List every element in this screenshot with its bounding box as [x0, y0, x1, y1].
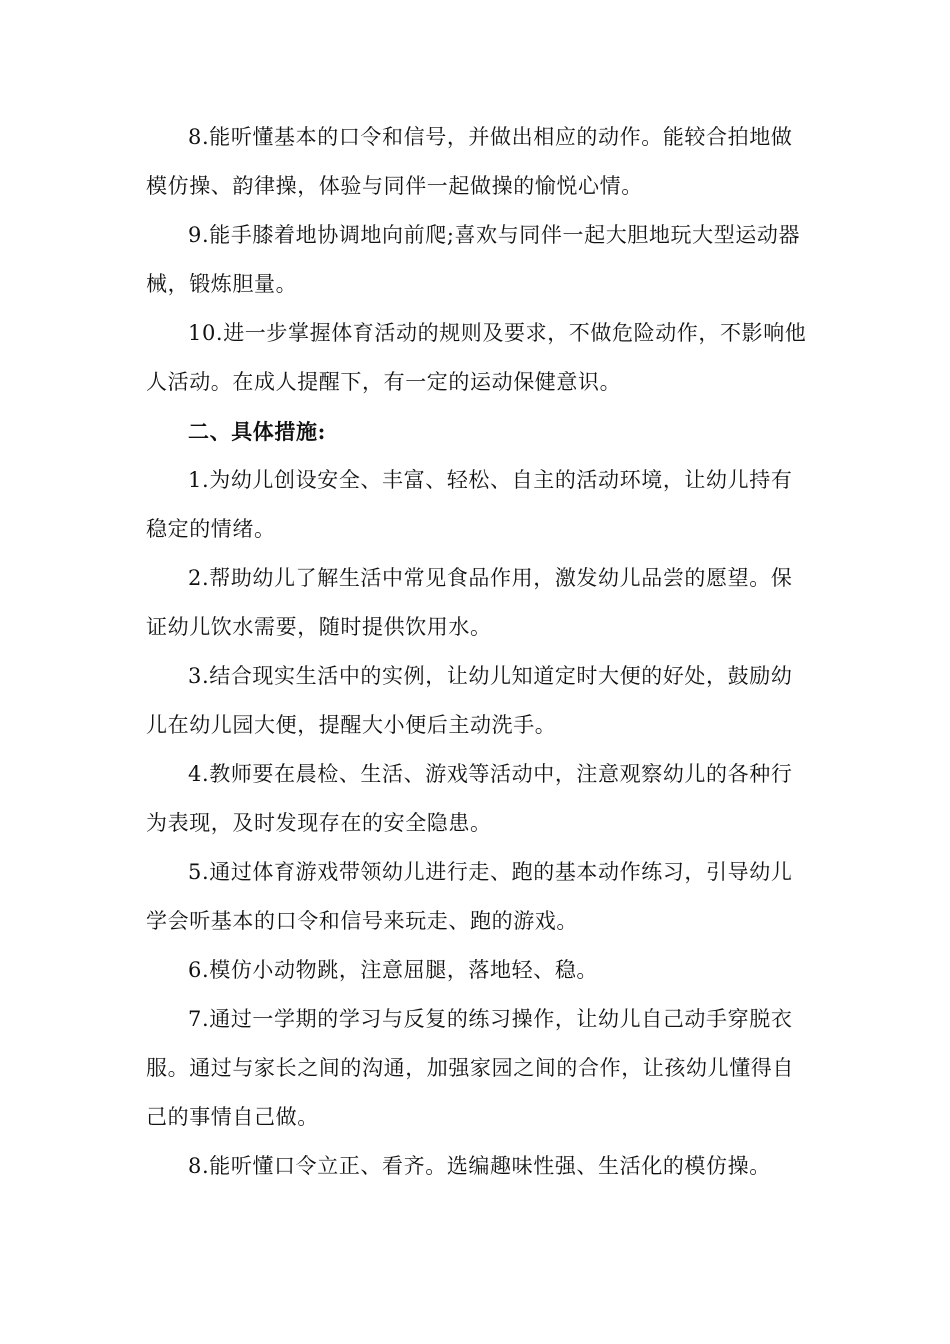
measure-paragraph-5: 5.通过体育游戏带领幼儿进行走、跑的基本动作练习，引导幼儿学会听基本的口令和信号来玩走、跑的游戏。 — [146, 860, 793, 933]
measure-paragraph-8: 8.能听懂口令立正、看齐。选编趣味性强、生活化的模仿操。 — [188, 1154, 771, 1178]
goal-paragraph-9: 9.能手膝着地协调地向前爬;喜欢与同伴一起大胆地玩大型运动器械，锻炼胆量。 — [146, 223, 801, 296]
measure-paragraph-7: 7.通过一学期的学习与反复的练习操作，让幼儿自己动手穿脱衣服。通过与家长之间的沟通，加强家园之间的合作，让孩幼儿懂得自己的事情自己做。 — [146, 1007, 794, 1129]
measure-paragraph-3: 3.结合现实生活中的实例，让幼儿知道定时大便的好处，鼓励幼儿在幼儿园大便，提醒大小便后主动洗手。 — [146, 664, 793, 737]
measure-paragraph-2: 2.帮助幼儿了解生活中常见食品作用，激发幼儿品尝的愿望。保证幼儿饮水需要，随时提供饮用水。 — [146, 566, 793, 639]
document-body — [146, 113, 808, 1191]
goal-paragraph-8: 8.能听懂基本的口令和信号，并做出相应的动作。能较合拍地做模仿操、韵律操，体验与同伴一起做操的愉悦心情。 — [146, 125, 793, 198]
goal-paragraph-10: 10.进一步掌握体育活动的规则及要求，不做危险动作，不影响他人活动。在成人提醒下，有一定的运动保健意识。 — [146, 321, 807, 394]
section-heading: 二、具体措施: — [188, 419, 326, 444]
measure-paragraph-6: 6.模仿小动物跳，注意屈腿，落地轻、稳。 — [188, 958, 599, 982]
measure-paragraph-4: 4.教师要在晨检、生活、游戏等活动中，注意观察幼儿的各种行为表现，及时发现存在的安全隐患。 — [146, 762, 793, 835]
measure-paragraph-1: 1.为幼儿创设安全、丰富、轻松、自主的活动环境，让幼儿持有稳定的情绪。 — [146, 468, 793, 541]
